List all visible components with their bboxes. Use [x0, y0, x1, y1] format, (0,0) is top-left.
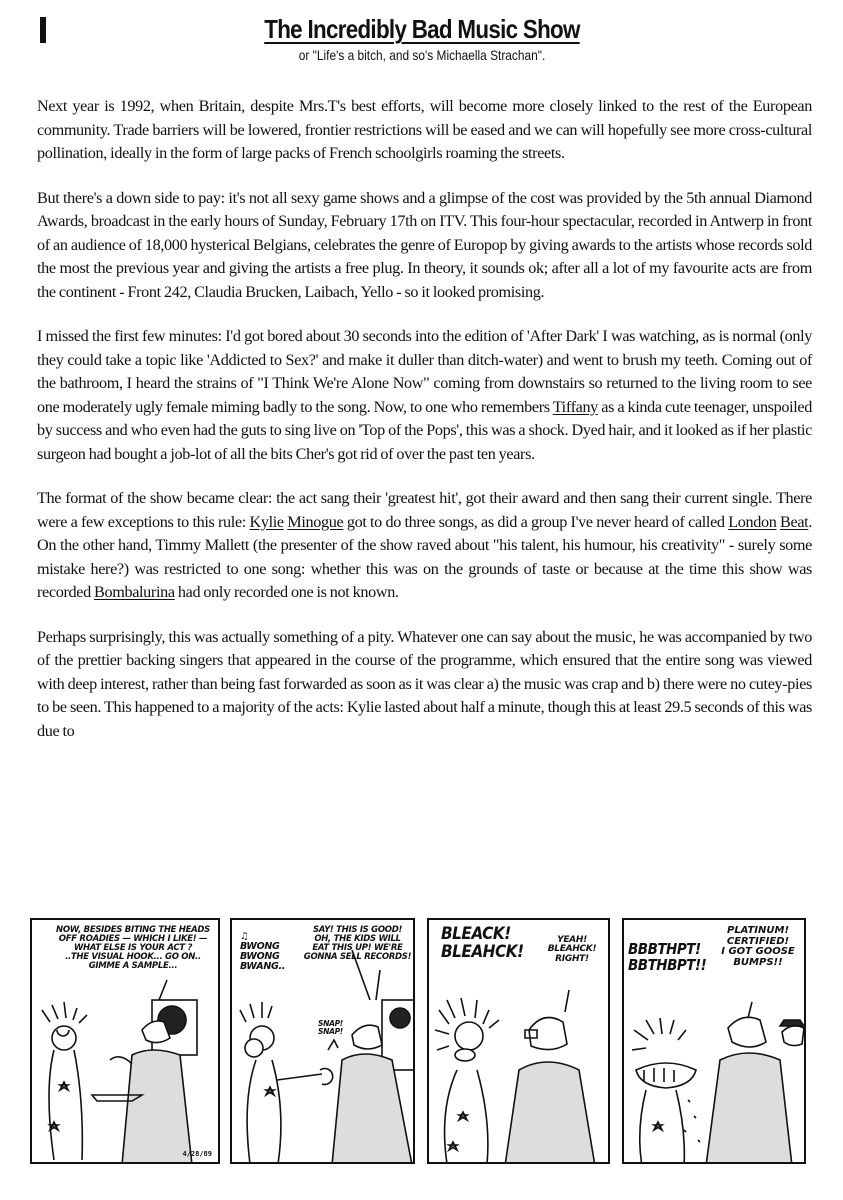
underlined-name: Kylie — [249, 512, 284, 531]
paragraph: Next year is 1992, when Britain, despite Mrs.T's best efforts, will become more closely linked to the rest of the European community. Trade barriers will be lowered, frontier restrictions will be eased and we can will hopefully see more cross-cultural pollination, ideally in the form of large packs of French schoolgirls roaming the streets. — [37, 97, 812, 162]
comic-panel-4 — [622, 918, 806, 1164]
article-subtitle: or "Life's a bitch, and so's Michaella Strachan". — [298, 47, 546, 63]
underlined-name: Tiffany — [552, 397, 598, 416]
underlined-name: Beat — [780, 512, 809, 531]
speech-bubble: YEAH! BLEAHCK! RIGHT! — [547, 935, 597, 964]
comic-panel-3 — [427, 918, 610, 1164]
comic-panel-2 — [230, 918, 415, 1164]
shout-text: BLEACK! BLEAHCK! — [441, 924, 524, 962]
shout-text: BBBTHPT! BBTHBPT!! — [628, 940, 707, 974]
paragraph: But there's a down side to pay: it's not all sexy game shows and a glimpse of the cost was provided by the 5th annual Diamond Awards, broadcast in the early hours of Sunday, February 17th on ITV. This four-hour spectacular, recorded in Antwerp in front of an audience of 18,000 hysterical Belgians, celebrates the genre of Europop by giving awards to the artists whose records sold the most the previous year and giving the artists a free plug. In theory, it sounds ok; after all a lot of my favourite acts are from the continent - Front 242, Claudia Brucken, Laibach, Yello - so it looked promising. — [37, 188, 812, 301]
article-body — [37, 95, 812, 764]
sound-effect: ♫ BWONG BWONG BWANG.. — [240, 931, 286, 972]
comic-strip — [28, 918, 808, 1168]
underlined-name: London — [728, 512, 777, 531]
comic-panel-1 — [30, 918, 220, 1164]
paragraph: I missed the first few minutes: I'd got bored about 30 seconds into the edition of 'After Dark' I was watching, as is normal (only they could take a topic like 'Addicted to Sex?' and make it duller than ditch-water) and went to brush my teeth. Coming out of the bathroom, I heard the strains of "I Think We're Alone Now" coming from downstairs so returned to the living room to see one moderately ugly female miming badly to the song. Now, to one who remembers Tiffany as a kinda cute teenager, unspoiled by success and who even had the guts to sing live on 'Top of the Pops', this was a shock. Dyed hair, and it looked as if her plastic surgeon had bought a job-lot of all the bits Cher's got rid of over the past ten years. — [37, 327, 812, 463]
speech-bubble: PLATINUM! CERTIFIED! I GOT GOOSE BUMPS!! — [721, 925, 795, 968]
page-margin-mark — [40, 17, 46, 43]
underlined-name: Minogue — [287, 512, 344, 531]
speech-bubble: SAY! THIS IS GOOD! OH, THE KIDS WILL EAT THIS UP! WE'RE GONNA SELL RECORDS! — [303, 925, 412, 962]
paragraph: The format of the show became clear: the act sang their 'greatest hit', got their award and then sang their current single. There were a few exceptions to this rule: Kylie Minogue got to do three songs, as did a group I've never heard of called London Beat. On the other hand, Timmy Mallett (the presenter of the show raved about "his talent, his humour, his creativity" - surely some mistake here?) was restricted to one song: whether this was on the grounds of taste or because at the time this show was recorded Bombalurina had only recorded one is not known. — [37, 489, 813, 601]
sound-effect-snap: SNAP! SNAP! — [318, 1019, 343, 1036]
article-title: The Incredibly Bad Music Show — [264, 14, 580, 44]
underlined-name: Bombalurina — [94, 583, 175, 601]
artist-signature: 4/28/89 — [182, 1150, 212, 1158]
paragraph: Perhaps surprisingly, this was actually something of a pity. Whatever one can say about the music, he was accompanied by two of the prettier backing singers that appeared in the course of the programme, which ensured that the entire song was viewed with deep interest, rather than being fast forwarded as soon as it was clear a) the music was crap and b) there were no cutey-pies to be seen. This happened to a majority of the acts: Kylie lasted about half a minute, though this at least 29.5 seconds of this was due to — [37, 627, 812, 740]
speech-bubble: NOW, BESIDES BITING THE HEADS OFF ROADIES — WHICH I LIKE! — WHAT ELSE IS YOUR ACT ? ..THE VISUAL HOOK... GO ON.. GIMME A SAMPLE... — [56, 925, 210, 971]
